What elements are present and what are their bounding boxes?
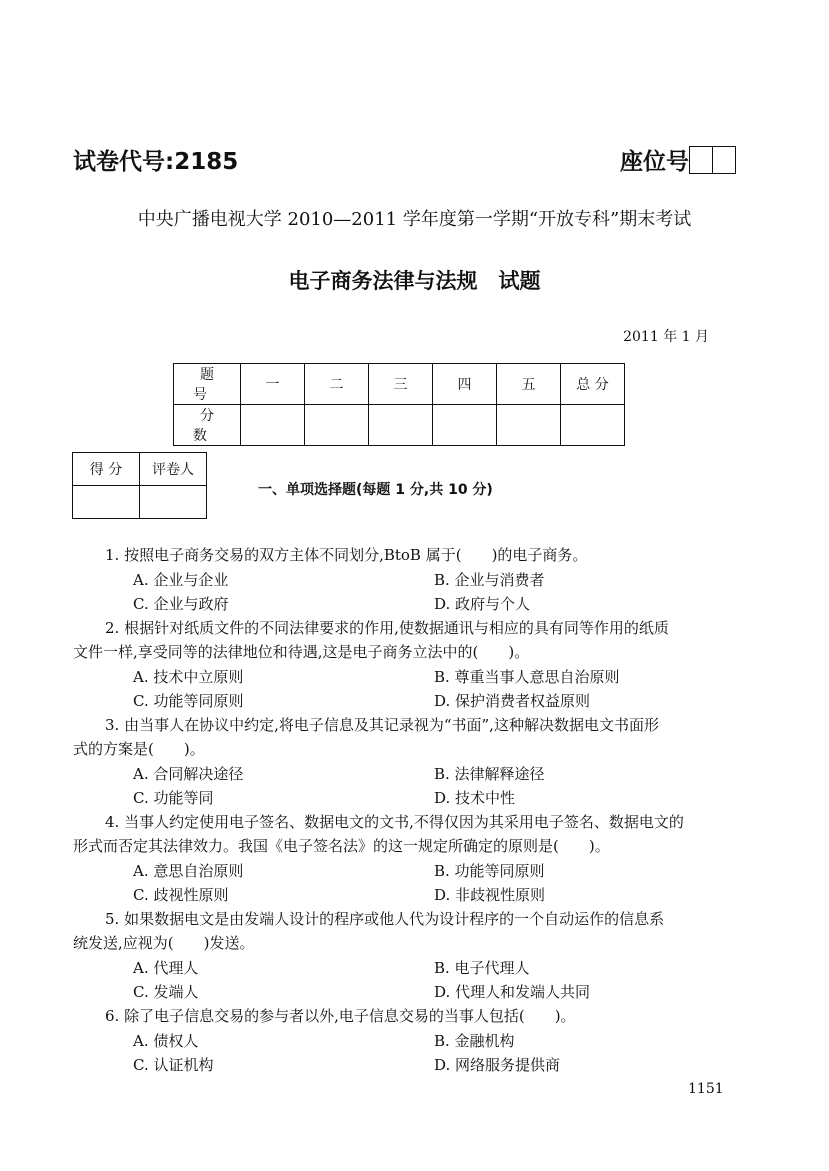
question-text: 式的方案是( )。 bbox=[73, 740, 205, 758]
option-text: A. 债权人 bbox=[133, 1032, 199, 1050]
question-text: 6. 除了电子信息交易的参与者以外,电子信息交易的当事人包括( )。 bbox=[105, 1007, 576, 1025]
score-table bbox=[173, 363, 625, 446]
question-text: 1. 按照电子商务交易的双方主体不同划分,BtoB 属于( )的电子商务。 bbox=[105, 546, 588, 564]
option-text: B. 功能等同原则 bbox=[434, 862, 545, 880]
option-text: A. 技术中立原则 bbox=[133, 668, 244, 686]
score-table-cell: 分 数 bbox=[174, 405, 241, 446]
score-table-cell bbox=[241, 405, 305, 446]
option-text: C. 功能等同原则 bbox=[133, 692, 244, 710]
option-text: D. 非歧视性原则 bbox=[434, 886, 546, 904]
option-text: C. 企业与政府 bbox=[133, 595, 229, 613]
option-text: D. 代理人和发端人共同 bbox=[434, 983, 591, 1001]
question-text: 5. 如果数据电文是由发端人设计的程序或他人代为设计程序的一个自动运作的信息系 bbox=[105, 910, 665, 928]
grader-table-cell bbox=[73, 486, 140, 519]
question-text: 形式而否定其法律效力。我国《电子签名法》的这一规定所确定的原则是( )。 bbox=[73, 837, 610, 855]
option-text: B. 尊重当事人意思自治原则 bbox=[434, 668, 620, 686]
exam-heading: 中央广播电视大学 2010—2011 学年度第一学期“开放专科”期末考试 bbox=[137, 209, 692, 230]
score-table-cell: 三 bbox=[369, 364, 433, 405]
question-text: 统发送,应视为( )发送。 bbox=[73, 934, 255, 952]
option-text: C. 功能等同 bbox=[133, 789, 214, 807]
score-table-cell bbox=[369, 405, 433, 446]
score-table-cell bbox=[305, 405, 369, 446]
option-text: B. 金融机构 bbox=[434, 1032, 515, 1050]
score-table-cell: 题 号 bbox=[174, 364, 241, 405]
exam-date: 2011 年 1 月 bbox=[623, 329, 709, 345]
score-table-cell bbox=[561, 405, 625, 446]
score-table-cell bbox=[497, 405, 561, 446]
paper-code-label: 试卷代号:2185 bbox=[73, 149, 239, 175]
score-table-cell: 一 bbox=[241, 364, 305, 405]
option-text: D. 技术中性 bbox=[434, 789, 516, 807]
option-text: C. 歧视性原则 bbox=[133, 886, 229, 904]
question-text: 文件一样,享受同等的法律地位和待遇,这是电子商务立法中的( )。 bbox=[73, 643, 530, 661]
score-table-cell: 五 bbox=[497, 364, 561, 405]
option-text: D. 政府与个人 bbox=[434, 595, 531, 613]
question-text: 2. 根据针对纸质文件的不同法律要求的作用,使数据通讯与相应的具有同等作用的纸质 bbox=[105, 619, 669, 637]
question-text: 4. 当事人约定使用电子签名、数据电文的文书,不得仅因为其采用电子签名、数据电文的 bbox=[105, 813, 684, 831]
option-text: A. 企业与企业 bbox=[133, 571, 229, 589]
grader-table bbox=[72, 452, 207, 519]
page-number: 1151 bbox=[688, 1081, 724, 1097]
seat-number-label: 座位号 bbox=[620, 149, 689, 175]
option-text: A. 代理人 bbox=[133, 959, 199, 977]
option-text: A. 意思自治原则 bbox=[133, 862, 244, 880]
score-table-cell: 四 bbox=[433, 364, 497, 405]
option-text: D. 网络服务提供商 bbox=[434, 1056, 561, 1074]
option-text: B. 法律解释途径 bbox=[434, 765, 545, 783]
option-text: B. 电子代理人 bbox=[434, 959, 530, 977]
score-table-cell: 总 分 bbox=[561, 364, 625, 405]
score-table-cell bbox=[433, 405, 497, 446]
grader-table-cell: 评卷人 bbox=[140, 453, 207, 486]
option-text: D. 保护消费者权益原则 bbox=[434, 692, 591, 710]
option-text: B. 企业与消费者 bbox=[434, 571, 545, 589]
question-text: 3. 由当事人在协议中约定,将电子信息及其记录视为“书面”,这种解决数据电文书面形 bbox=[105, 716, 659, 734]
score-table-header-row bbox=[174, 364, 625, 405]
grader-table-cell bbox=[140, 486, 207, 519]
option-text: C. 认证机构 bbox=[133, 1056, 214, 1074]
option-text: A. 合同解决途径 bbox=[133, 765, 244, 783]
score-table-cell: 二 bbox=[305, 364, 369, 405]
seat-number-field bbox=[620, 143, 736, 176]
seat-box bbox=[689, 146, 713, 174]
section-heading: 一、单项选择题(每题 1 分,共 10 分) bbox=[258, 482, 493, 498]
paper-title: 电子商务法律与法规 试题 bbox=[288, 269, 541, 293]
score-table-score-row bbox=[174, 405, 625, 446]
option-text: C. 发端人 bbox=[133, 983, 199, 1001]
grader-table-cell: 得 分 bbox=[73, 453, 140, 486]
seat-box bbox=[713, 146, 736, 174]
